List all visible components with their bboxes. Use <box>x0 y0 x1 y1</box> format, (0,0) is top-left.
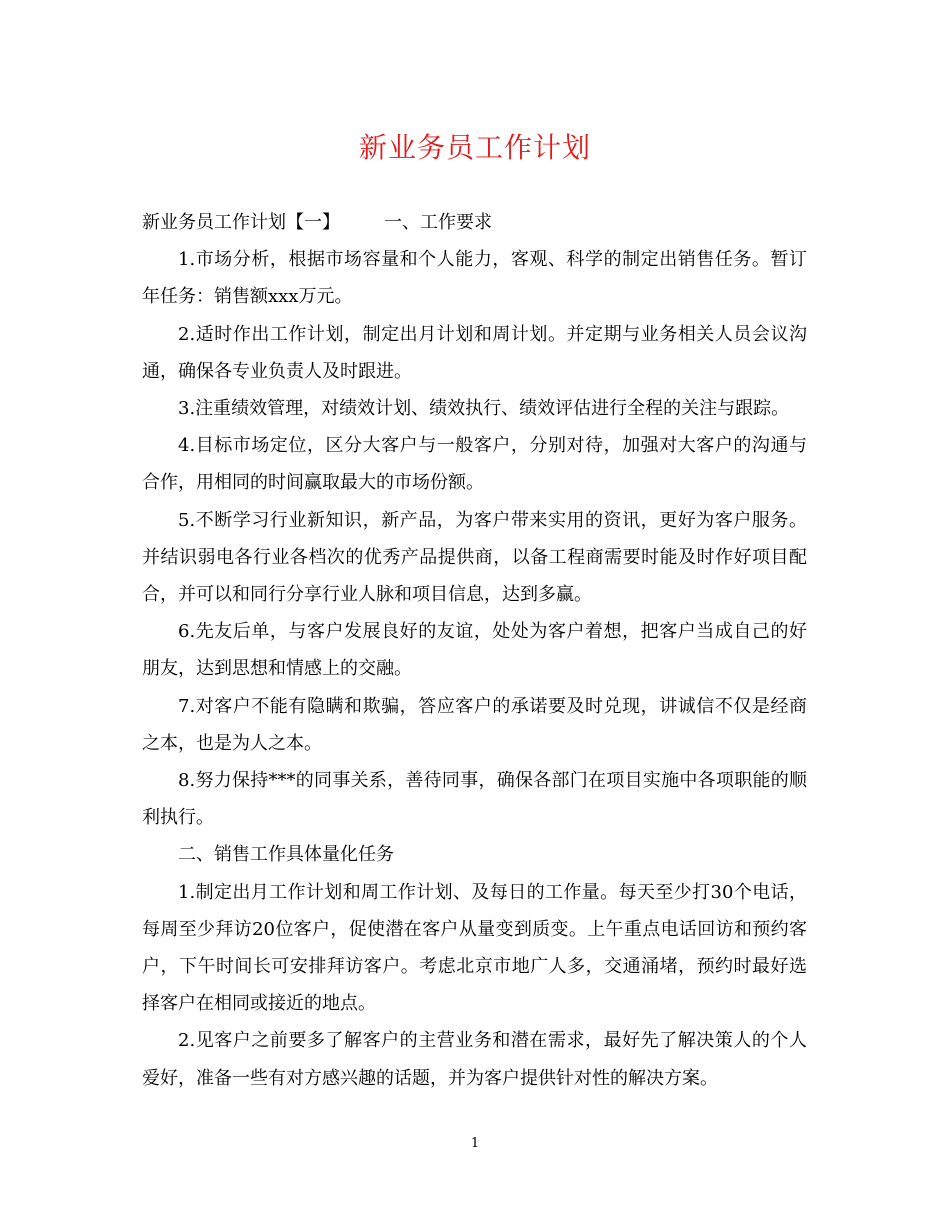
page-number: 1 <box>470 1136 480 1151</box>
document-title: 新业务员工作计划 <box>358 131 591 164</box>
intro-heading: 新业务员工作计划【一】 <box>142 212 340 233</box>
section1-item: 2.适时作出工作计划，制定出月计划和周计划。并定期与业务相关人员会议沟通，确保各专业负责人及时跟进。 <box>142 323 807 382</box>
section2-item: 2.见客户之前要多了解客户的主营业务和潜在需求，最好先了解决策人的个人爱好，准备一些有对方感兴趣的话题，并为客户提供针对性的解决方案。 <box>142 1030 807 1089</box>
section1-item: 6.先友后单，与客户发展良好的友谊，处处为客户着想，把客户当成自己的好朋友，达到思想和情感上的交融。 <box>142 621 807 680</box>
section1-item: 7.对客户不能有隐瞒和欺骗，答应客户的承诺要及时兑现，讲诚信不仅是经商之本，也是为人之本。 <box>142 695 807 754</box>
section2-heading: 二、销售工作具体量化任务 <box>178 844 394 866</box>
intro-line <box>142 204 807 241</box>
section1-item: 3.注重绩效管理，对绩效计划、绩效执行、绩效评估进行全程的关注与跟踪。 <box>178 398 790 420</box>
section1-item: 5.不断学习行业新知识，新产品，为客户带来实用的资讯，更好为客户服务。并结识弱电各行业各档次的优秀产品提供商，以备工程商需要时能及时作好项目配合，并可以和同行分享行业人脉和项目信息，达到多赢。 <box>142 509 807 606</box>
section1-heading: 一、工作要求 <box>384 212 492 233</box>
section2-item: 1.制定出月工作计划和周工作计划、及每日的工作量。每天至少打30个电话，每周至少拜访20位客户，促使潜在客户从量变到质变。上午重点电话回访和预约客户，下午时间长可安排拜访客户。考虑北京市地广人多，交通涌堵，预约时最好选择客户在相同或接近的地点。 <box>142 881 807 1015</box>
section1-item: 4.目标市场定位，区分大客户与一般客户，分别对待，加强对大客户的沟通与合作，用相同的时间赢取最大的市场份额。 <box>142 435 807 494</box>
section1-item: 8.努力保持***的同事关系，善待同事，确保各部门在项目实施中各项职能的顺利执行。 <box>142 770 807 829</box>
section1-item: 1.市场分析，根据市场容量和个人能力，客观、科学的制定出销售任务。暂订年任务：销售额xxx万元。 <box>142 249 807 308</box>
document-body <box>142 204 807 1097</box>
